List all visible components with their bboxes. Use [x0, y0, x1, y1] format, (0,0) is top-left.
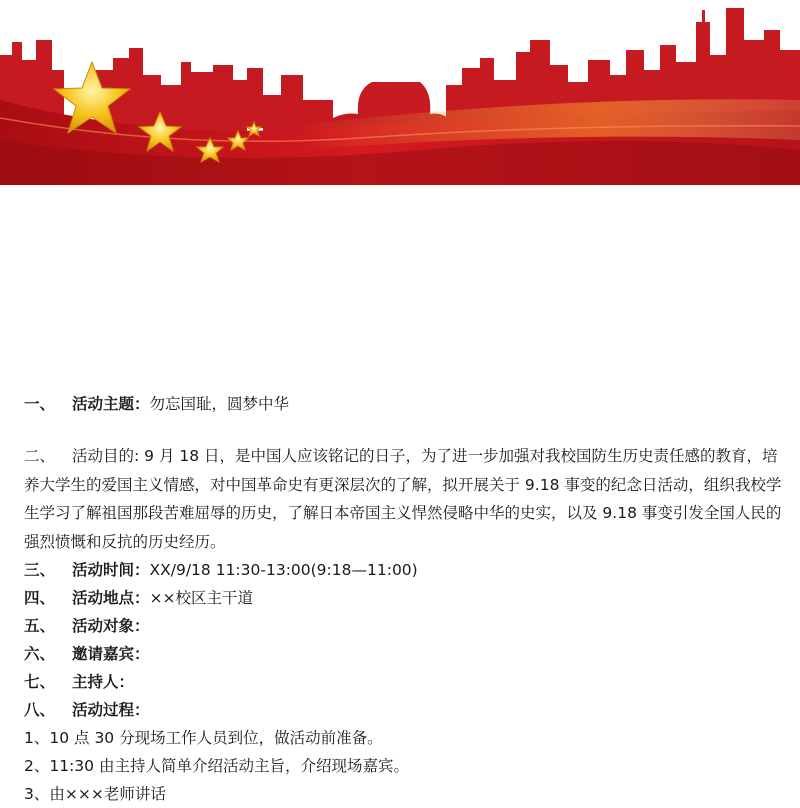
section-label: 活动过程：: [72, 701, 150, 719]
section-label: 主持人：: [72, 673, 135, 691]
section-number: 一、: [24, 395, 56, 413]
document-body: [24, 390, 784, 808]
section-label: 活动目的:: [72, 447, 140, 465]
section-number: 四、: [24, 589, 56, 607]
section-number: 二、: [24, 447, 56, 465]
section-label: 活动时间：: [72, 561, 150, 579]
section-value: 勿忘国耻，圆梦中华: [149, 395, 290, 413]
process-step: 3、由×××老师讲话: [24, 785, 166, 803]
section-number: 七、: [24, 673, 56, 691]
section-audience: [24, 612, 784, 640]
section-guests: [24, 640, 784, 668]
section-location: [24, 584, 784, 612]
section-time: [24, 556, 784, 584]
section-number: 六、: [24, 645, 56, 663]
section-number: 五、: [24, 617, 56, 635]
section-label: 邀请嘉宾：: [72, 645, 150, 663]
section-label: 活动对象：: [72, 617, 150, 635]
process-step: 1、10 点 30 分现场工作人员到位，做活动前准备。: [24, 729, 383, 747]
section-process: [24, 696, 784, 724]
section-label: 活动地点：: [72, 589, 150, 607]
header-banner: [0, 0, 800, 185]
process-step: 2、11:30 由主持人简单介绍活动主旨，介绍现场嘉宾。: [24, 757, 409, 775]
section-value: ××校区主干道: [149, 589, 253, 607]
section-theme: [24, 390, 784, 418]
section-value: 9 月 18 日，是中国人应该铭记的日子，为了进一步加强对我校国防生历史责任感的教育，培养大学生的爱国主义情感，对中国革命史有更深层次的了解，拟开展关于 9.18 事变的纪念日活动，组织我校学生学习了解祖国那段苦难屈辱的历史，了解日本帝国主义悍然侵略中华的史实，以及 9.18 事变引发全国人民的强烈愤慨和反抗的历史经历。: [24, 447, 782, 551]
section-purpose: [24, 442, 784, 556]
section-value: XX/9/18 11:30-13:00(9:18—11:00): [149, 561, 418, 579]
section-label: 活动主题：: [72, 395, 150, 413]
section-number: 三、: [24, 561, 56, 579]
section-number: 八、: [24, 701, 56, 719]
section-host: [24, 668, 784, 696]
